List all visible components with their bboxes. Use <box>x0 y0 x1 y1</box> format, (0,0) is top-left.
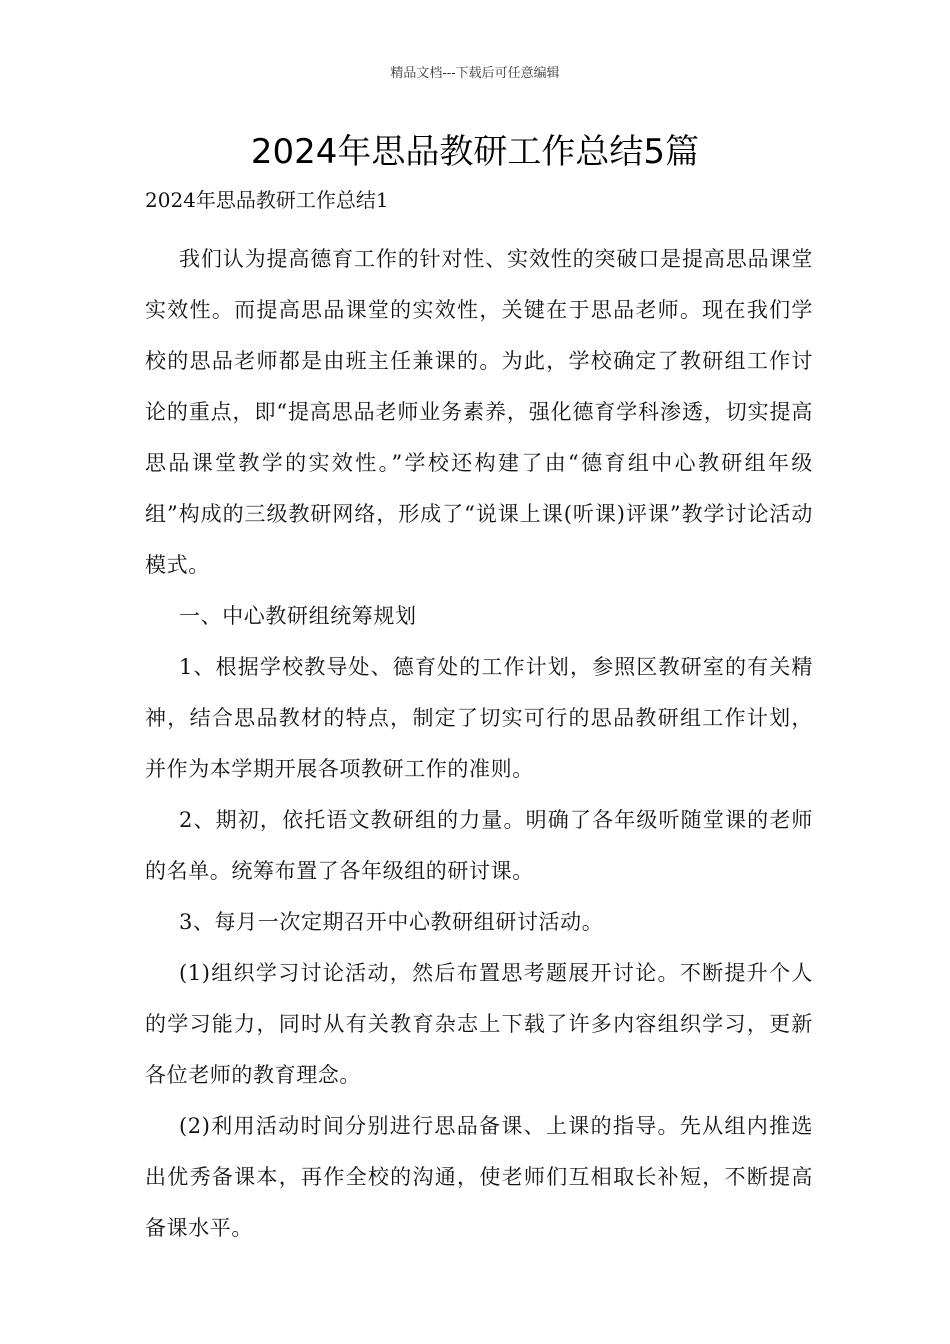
paragraph-item-2: 2、期初，依托语文教研组的力量。明确了各年级听随堂课的老师的名单。统筹布置了各年级组的研讨课。 <box>145 808 813 883</box>
document-title: 2024年思品教研工作总结5篇 <box>250 132 700 172</box>
section-title: 2024年思品教研工作总结1 <box>145 188 389 212</box>
paragraph-heading-1: 一、中心教研组统筹规划 <box>179 604 417 628</box>
paragraph-item-3: 3、每月一次定期召开中心教研组研讨活动。 <box>179 910 604 934</box>
header-note: 精品文档---下载后可任意编辑 <box>390 66 560 81</box>
paragraph-intro: 我们认为提高德育工作的针对性、实效性的突破口是提高思品课堂实效性。而提高思品课堂的实效性，关键在于思品老师。现在我们学校的思品老师都是由班主任兼课的。为此，学校确定了教研组工作讨论的重点，即“提高思品老师业务素养，强化德育学科渗透，切实提高思品课堂教学的实效性。”学校还构建了由“德育组中心教研组年级组”构成的三级教研网络，形成了“说课上课(听课)评课”教学讨论活动模式。 <box>145 247 813 577</box>
paragraph-item-1: 1、根据学校教导处、德育处的工作计划，参照区教研室的有关精神，结合思品教材的特点，制定了切实可行的思品教研组工作计划，并作为本学期开展各项教研工作的准则。 <box>145 655 813 781</box>
paragraph-subitem-1: (1)组织学习讨论活动，然后布置思考题展开讨论。不断提升个人的学习能力，同时从有关教育杂志上下载了许多内容组织学习，更新各位老师的教育理念。 <box>145 961 813 1087</box>
document-body <box>145 186 813 1254</box>
paragraph-subitem-2: (2)利用活动时间分别进行思品备课、上课的指导。先从组内推选出优秀备课本，再作全校的沟通，使老师们互相取长补短，不断提高备课水平。 <box>145 1114 813 1240</box>
